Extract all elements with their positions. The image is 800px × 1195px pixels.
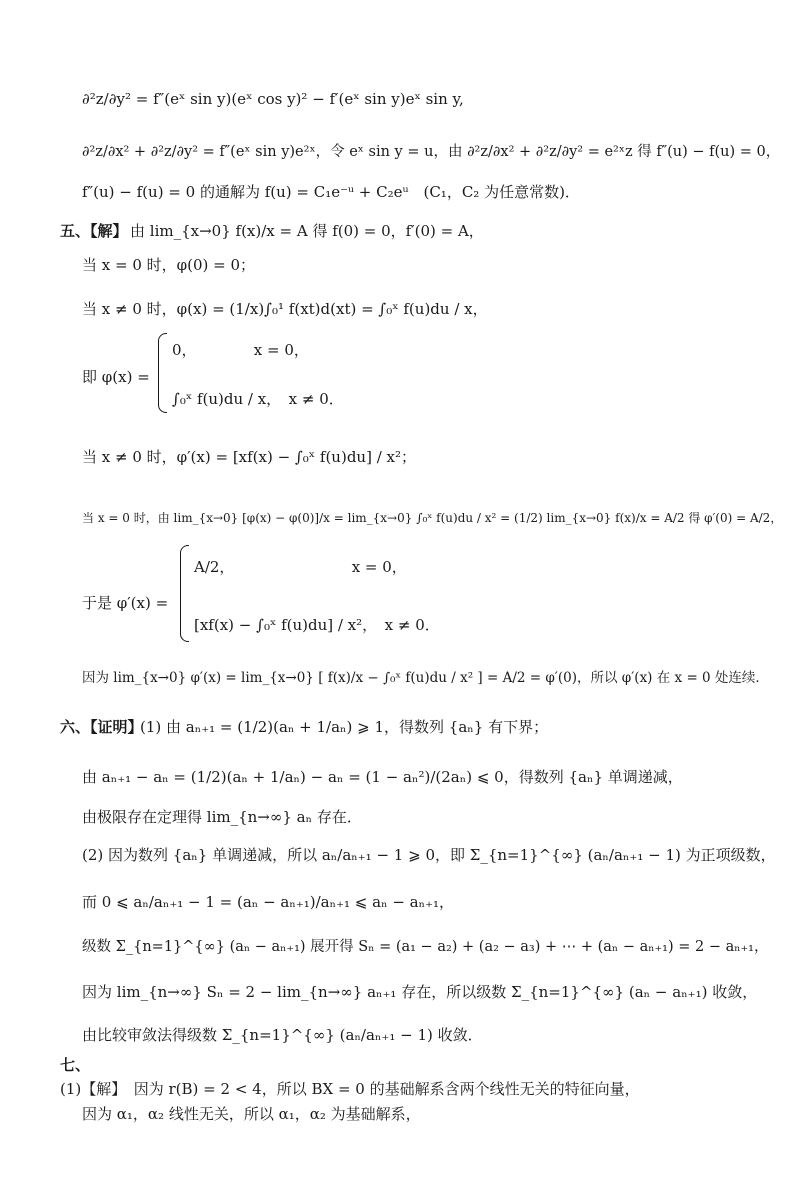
section-heading-7: 七、: [60, 1056, 91, 1074]
text-line: 由极限存在定理得 lim_{n→∞} aₙ 存在．: [82, 808, 362, 826]
text-line: 而 0 ⩽ aₙ/aₙ₊₁ − 1 = (aₙ − aₙ₊₁)/aₙ₊₁ ⩽ aₙ − aₙ₊₁，: [82, 893, 455, 911]
text-line: 因为 lim_{n→∞} Sₙ = 2 − lim_{n→∞} aₙ₊₁ 存在，所以级数 Σ_{n=1}^{∞} (aₙ − aₙ₊₁) 收敛，: [82, 983, 758, 1001]
text-line: ∫₀ˣ f(u)du / x， x ≠ 0．: [172, 390, 344, 408]
text-line: 当 x = 0 时，由 lim_{x→0} [φ(x) − φ(0)]/x = lim_{x→0} ∫₀ˣ f(u)du / x² = (1/2) lim_{x→0} f(x)/x = A/2 得 φ′(0) = A/2，: [82, 511, 783, 525]
text-line: 级数 Σ_{n=1}^{∞} (aₙ − aₙ₊₁) 展开得 Sₙ = (a₁ − a₂) + (a₂ − a₃) + ⋯ + (aₙ − aₙ₊₁) = 2 − aₙ₊₁，: [82, 939, 769, 955]
text-line: ∂²z/∂x² + ∂²z/∂y² = f″(eˣ sin y)e²ˣ，令 eˣ sin y = u，由 ∂²z/∂x² + ∂²z/∂y² = e²ˣz 得 f″(u) − f(u) = 0，: [82, 144, 781, 160]
left-brace: [180, 545, 189, 642]
section-heading-5: 五、【解】: [60, 222, 128, 240]
section-heading-6: 六、【证明】: [60, 718, 143, 736]
text-line: 即 φ(x) =: [82, 368, 150, 386]
text-line: A/2， x = 0，: [194, 558, 407, 576]
text-line: (1)【解】 因为 r(B) = 2 < 4，所以 BX = 0 的基础解系含两个线性无关的特征向量，: [60, 1080, 640, 1098]
text-line: 当 x ≠ 0 时，φ(x) = (1/x)∫₀¹ f(xt)d(xt) = ∫₀ˣ f(u)du / x，: [82, 300, 488, 318]
text-line: 因为 lim_{x→0} φ′(x) = lim_{x→0} [ f(x)/x − ∫₀ˣ f(u)du / x² ] = A/2 = φ′(0)，所以 φ′(x) 在 x = 0 处连续．: [82, 670, 769, 686]
text-line: ∂²z/∂y² = f″(eˣ sin y)(eˣ cos y)² − f′(eˣ sin y)eˣ sin y,: [82, 90, 464, 108]
text-line: 由比较审敛法得级数 Σ_{n=1}^{∞} (aₙ/aₙ₊₁ − 1) 收敛．: [82, 1026, 483, 1044]
text-line: 当 x = 0 时，φ(0) = 0；: [82, 256, 256, 274]
text-line: f″(u) − f(u) = 0 的通解为 f(u) = C₁e⁻ᵘ + C₂eᵘ (C₁，C₂ 为任意常数)．: [82, 183, 580, 201]
text-line: (1) 由 aₙ₊₁ = (1/2)(aₙ + 1/aₙ) ⩾ 1，得数列 {aₙ} 有下界；: [140, 718, 549, 736]
text-line: 0， x = 0，: [172, 341, 309, 359]
text-line: 由 aₙ₊₁ − aₙ = (1/2)(aₙ + 1/aₙ) − aₙ = (1 − aₙ²)/(2aₙ) ⩽ 0，得数列 {aₙ} 单调递减，: [82, 768, 683, 786]
text-line: (2) 因为数列 {aₙ} 单调递减，所以 aₙ/aₙ₊₁ − 1 ⩾ 0，即 Σ_{n=1}^{∞} (aₙ/aₙ₊₁ − 1) 为正项级数，: [82, 846, 776, 864]
text-line: 于是 φ′(x) =: [82, 594, 169, 612]
text-line: 当 x ≠ 0 时，φ′(x) = [xf(x) − ∫₀ˣ f(u)du] / x²；: [82, 448, 416, 466]
text-line: [xf(x) − ∫₀ˣ f(u)du] / x²， x ≠ 0．: [194, 616, 440, 634]
text-line: 因为 α₁，α₂ 线性无关，所以 α₁，α₂ 为基础解系，: [82, 1105, 421, 1123]
text-line: 由 lim_{x→0} f(x)/x = A 得 f(0) = 0，f′(0) = A，: [130, 222, 484, 240]
left-brace: [158, 333, 167, 413]
